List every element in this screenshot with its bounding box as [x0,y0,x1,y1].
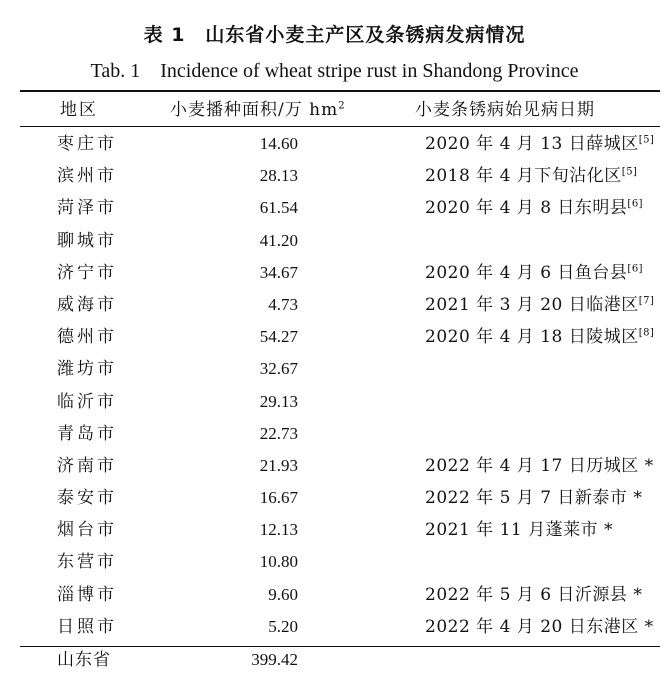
cell-area: 32.67 [259,359,298,379]
table-title-en: Tab. 1 Incidence of wheat stripe rust in Shandong Province [90,60,579,82]
cell-onset-text: 2022 年 5 月 6 日沂源县 * [425,584,643,605]
cell-onset-text: 2020 年 4 月 18 日陵城区 [425,327,639,348]
cell-area: 29.13 [259,391,298,411]
cell-onset [425,514,660,546]
table-row [0,579,669,611]
header-rule [20,126,660,127]
cell-area: 16.67 [259,488,298,508]
cell-onset [425,128,660,160]
top-rule [20,90,660,92]
header-onset: 小麦条锈病始见病日期 [415,100,595,120]
cell-area: 41.20 [259,230,298,250]
cell-onset [425,160,660,192]
cell-onset-text: 2020 年 4 月 8 日东明县 [425,198,628,219]
cell-area: 22.73 [259,423,298,443]
table-title-zh: 表 1 山东省小麦主产区及条锈病发病情况 [143,24,526,46]
header-area-label: 小麦播种面积/万 hm [170,100,339,120]
cell-area: 54.27 [259,327,298,347]
cell-region: 青岛市 [57,423,117,444]
table-row [0,450,669,482]
cell-onset-text: 2022 年 5 月 7 日新泰市 * [425,488,643,509]
cell-area: 21.93 [259,455,298,475]
cell-region: 滨州市 [57,166,117,187]
header-region: 地区 [60,100,98,120]
cell-area: 34.67 [259,262,298,282]
cell-onset [425,192,660,224]
table-row [0,289,669,321]
cell-region: 威海市 [57,294,117,315]
table-row [0,546,669,578]
cell-region: 潍坊市 [57,359,117,380]
table-row [0,482,669,514]
cell-onset-ref: [5] [638,134,655,146]
cell-region: 泰安市 [57,488,117,509]
cell-region: 德州市 [57,327,117,348]
cell-onset [425,579,660,611]
cell-onset [425,611,660,643]
cell-region: 济南市 [57,455,117,476]
cell-region: 东营市 [57,552,117,573]
cell-region: 烟台市 [57,520,117,541]
table-row [0,386,669,418]
cell-onset-ref: [7] [638,295,655,307]
cell-onset [425,257,660,289]
cell-onset-ref: [6] [627,198,644,210]
table-row [0,514,669,546]
cell-region: 淄博市 [57,584,117,605]
cell-onset-ref: [6] [627,263,644,275]
cell-onset-text: 2018 年 4 月下旬沾化区 [425,166,622,187]
total-region: 山东省 [57,650,111,670]
table-body [0,128,669,643]
cell-onset-text: 2020 年 4 月 13 日薛城区 [425,134,639,154]
total-area: 399.42 [251,650,298,669]
cell-onset [425,321,660,353]
table-row [0,225,669,257]
total-row [0,646,669,674]
cell-onset-text: 2022 年 4 月 17 日历城区 * [425,455,654,476]
cell-onset-text: 2020 年 4 月 6 日鱼台县 [425,262,628,283]
cell-onset-text: 2021 年 3 月 20 日临港区 [425,294,639,315]
cell-area: 9.60 [268,584,298,604]
cell-area: 14.60 [259,134,298,153]
table-row [0,192,669,224]
cell-region: 济宁市 [57,262,117,283]
cell-region: 聊城市 [57,230,117,251]
cell-area: 4.73 [268,294,298,314]
cell-region: 日照市 [57,616,117,637]
cell-region: 菏泽市 [57,198,117,219]
header-area-sup: 2 [338,100,346,112]
cell-onset-text: 2022 年 4 月 20 日东港区 * [425,616,654,637]
table-row [0,128,669,160]
table-row [0,257,669,289]
cell-area: 5.20 [268,616,298,636]
cell-region: 枣庄市 [57,134,117,154]
cell-area: 12.13 [259,520,298,540]
table-row [0,418,669,450]
cell-onset-ref: [8] [638,327,655,339]
cell-onset-text: 2021 年 11 月蓬莱市 * [425,520,614,541]
cell-onset [425,482,660,514]
cell-onset-ref: [5] [621,166,638,178]
header-area [170,96,380,124]
cell-area: 28.13 [259,166,298,186]
cell-region: 临沂市 [57,391,117,412]
table-row [0,353,669,385]
cell-area: 10.80 [259,552,298,572]
table-row [0,160,669,192]
cell-area: 61.54 [259,198,298,218]
cell-onset [425,450,660,482]
table-row [0,321,669,353]
cell-onset [425,289,660,321]
table-row [0,611,669,643]
